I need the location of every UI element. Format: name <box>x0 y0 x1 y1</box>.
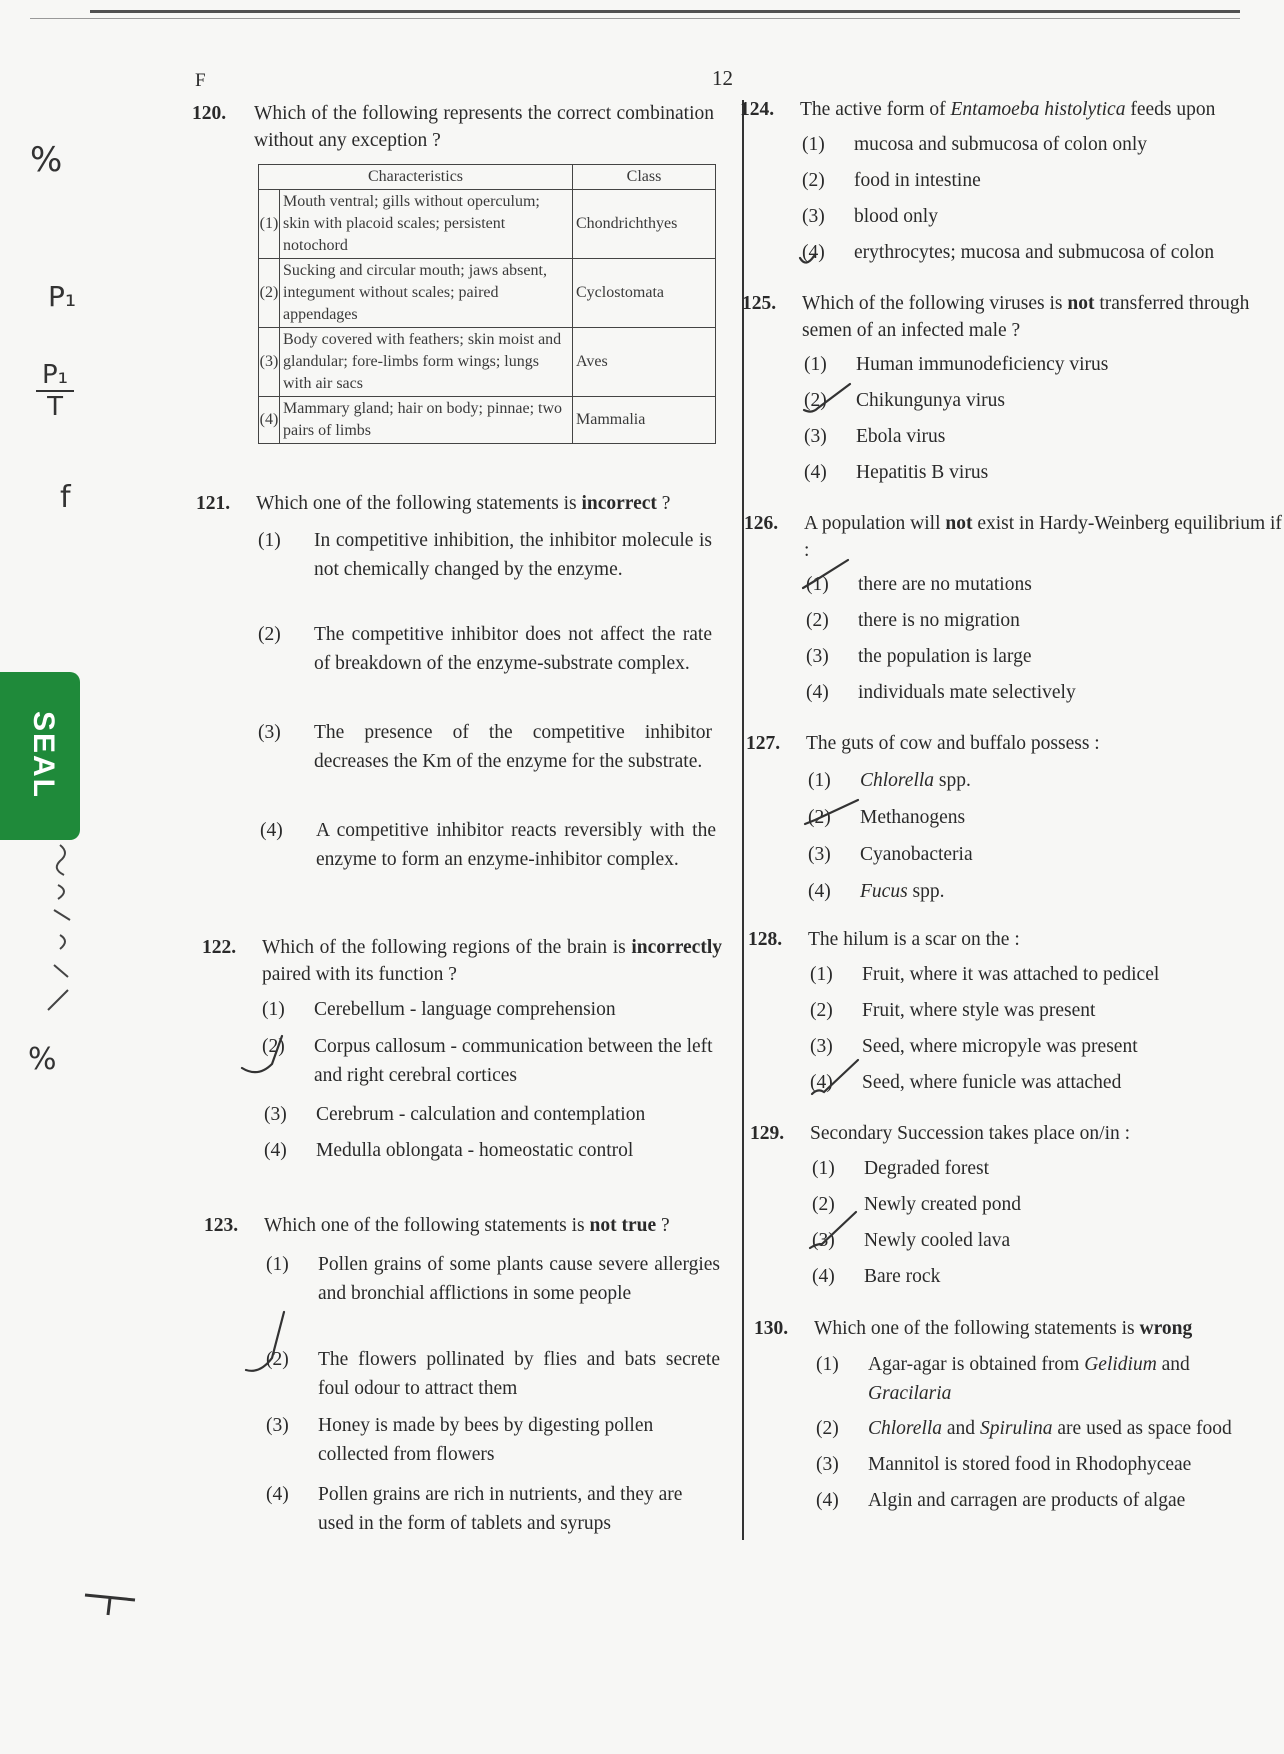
question-text: Secondary Succession takes place on/in : <box>810 1123 1131 1144</box>
question-text: Which one of the following statements is incorrect ? <box>256 493 671 514</box>
page-number: 12 <box>712 66 733 90</box>
question-number: 125. <box>742 293 777 314</box>
question-text: Which one of the following statements is wrong <box>814 1318 1193 1339</box>
tick-mark <box>246 1312 284 1371</box>
question-number: 122. <box>202 937 237 958</box>
tick-mark <box>242 1036 282 1072</box>
question-number: 123. <box>204 1215 239 1236</box>
table-row: (2) Sucking and circular mouth; jaws absent, integument without scales; paired appendages Cyclostomata <box>259 259 716 328</box>
set-code: F <box>195 70 206 91</box>
question-number: 126. <box>744 513 779 534</box>
question-text: Which of the following viruses is not transferred through semen of an infected male ? <box>802 293 1250 341</box>
tick-mark <box>810 1212 856 1248</box>
question-text: The guts of cow and buffalo possess : <box>806 733 1100 754</box>
handwritten-mark-p1-fraction: P₁ T <box>36 360 74 422</box>
question-number: 128. <box>748 929 783 950</box>
tick-mark <box>800 256 814 263</box>
question-number: 127. <box>746 733 781 754</box>
question-text: Which of the following represents the correct combination without any exception ? <box>254 103 714 151</box>
question-text: The active form of Entamoeba histolytica feeds upon <box>800 99 1216 120</box>
question-number: 130. <box>754 1318 789 1339</box>
tick-mark <box>803 560 848 588</box>
table-header-characteristics: Characteristics <box>259 165 573 190</box>
question-text: Which of the following regions of the brain is incorrectly paired with its function ? <box>262 937 722 985</box>
handwritten-mark-percent: % <box>30 140 63 180</box>
question-number: 124. <box>740 99 775 120</box>
handwritten-mark-p1: P₁ <box>48 280 77 313</box>
seal-label: SEAL <box>27 710 60 799</box>
tick-mark <box>804 384 850 412</box>
table-header-class: Class <box>573 165 716 190</box>
handwritten-mark-percent-2: % <box>28 1042 57 1077</box>
question-number: 129. <box>750 1123 785 1144</box>
table-row: (4) Mammary gland; hair on body; pinnae; two pairs of limbs Mammalia <box>259 397 716 444</box>
tick-mark <box>805 800 858 824</box>
table-row: (3) Body covered with feathers; skin moist and glandular; fore-limbs form wings; lungs with air sacs Aves <box>259 328 716 397</box>
question-text: Which one of the following statements is not true ? <box>264 1215 670 1236</box>
question-text: The hilum is a scar on the : <box>808 929 1020 950</box>
tick-mark <box>812 1060 858 1094</box>
question-text: A population will not exist in Hardy-Weinberg equilibrium if : <box>804 513 1282 561</box>
question-number: 121. <box>196 493 231 514</box>
table-row: (1) Mouth ventral; gills without operculum; skin with placoid scales; persistent notochord Chondrichthyes <box>259 190 716 259</box>
question-number: 120. <box>192 103 227 124</box>
handwritten-mark-f: f <box>60 480 71 515</box>
